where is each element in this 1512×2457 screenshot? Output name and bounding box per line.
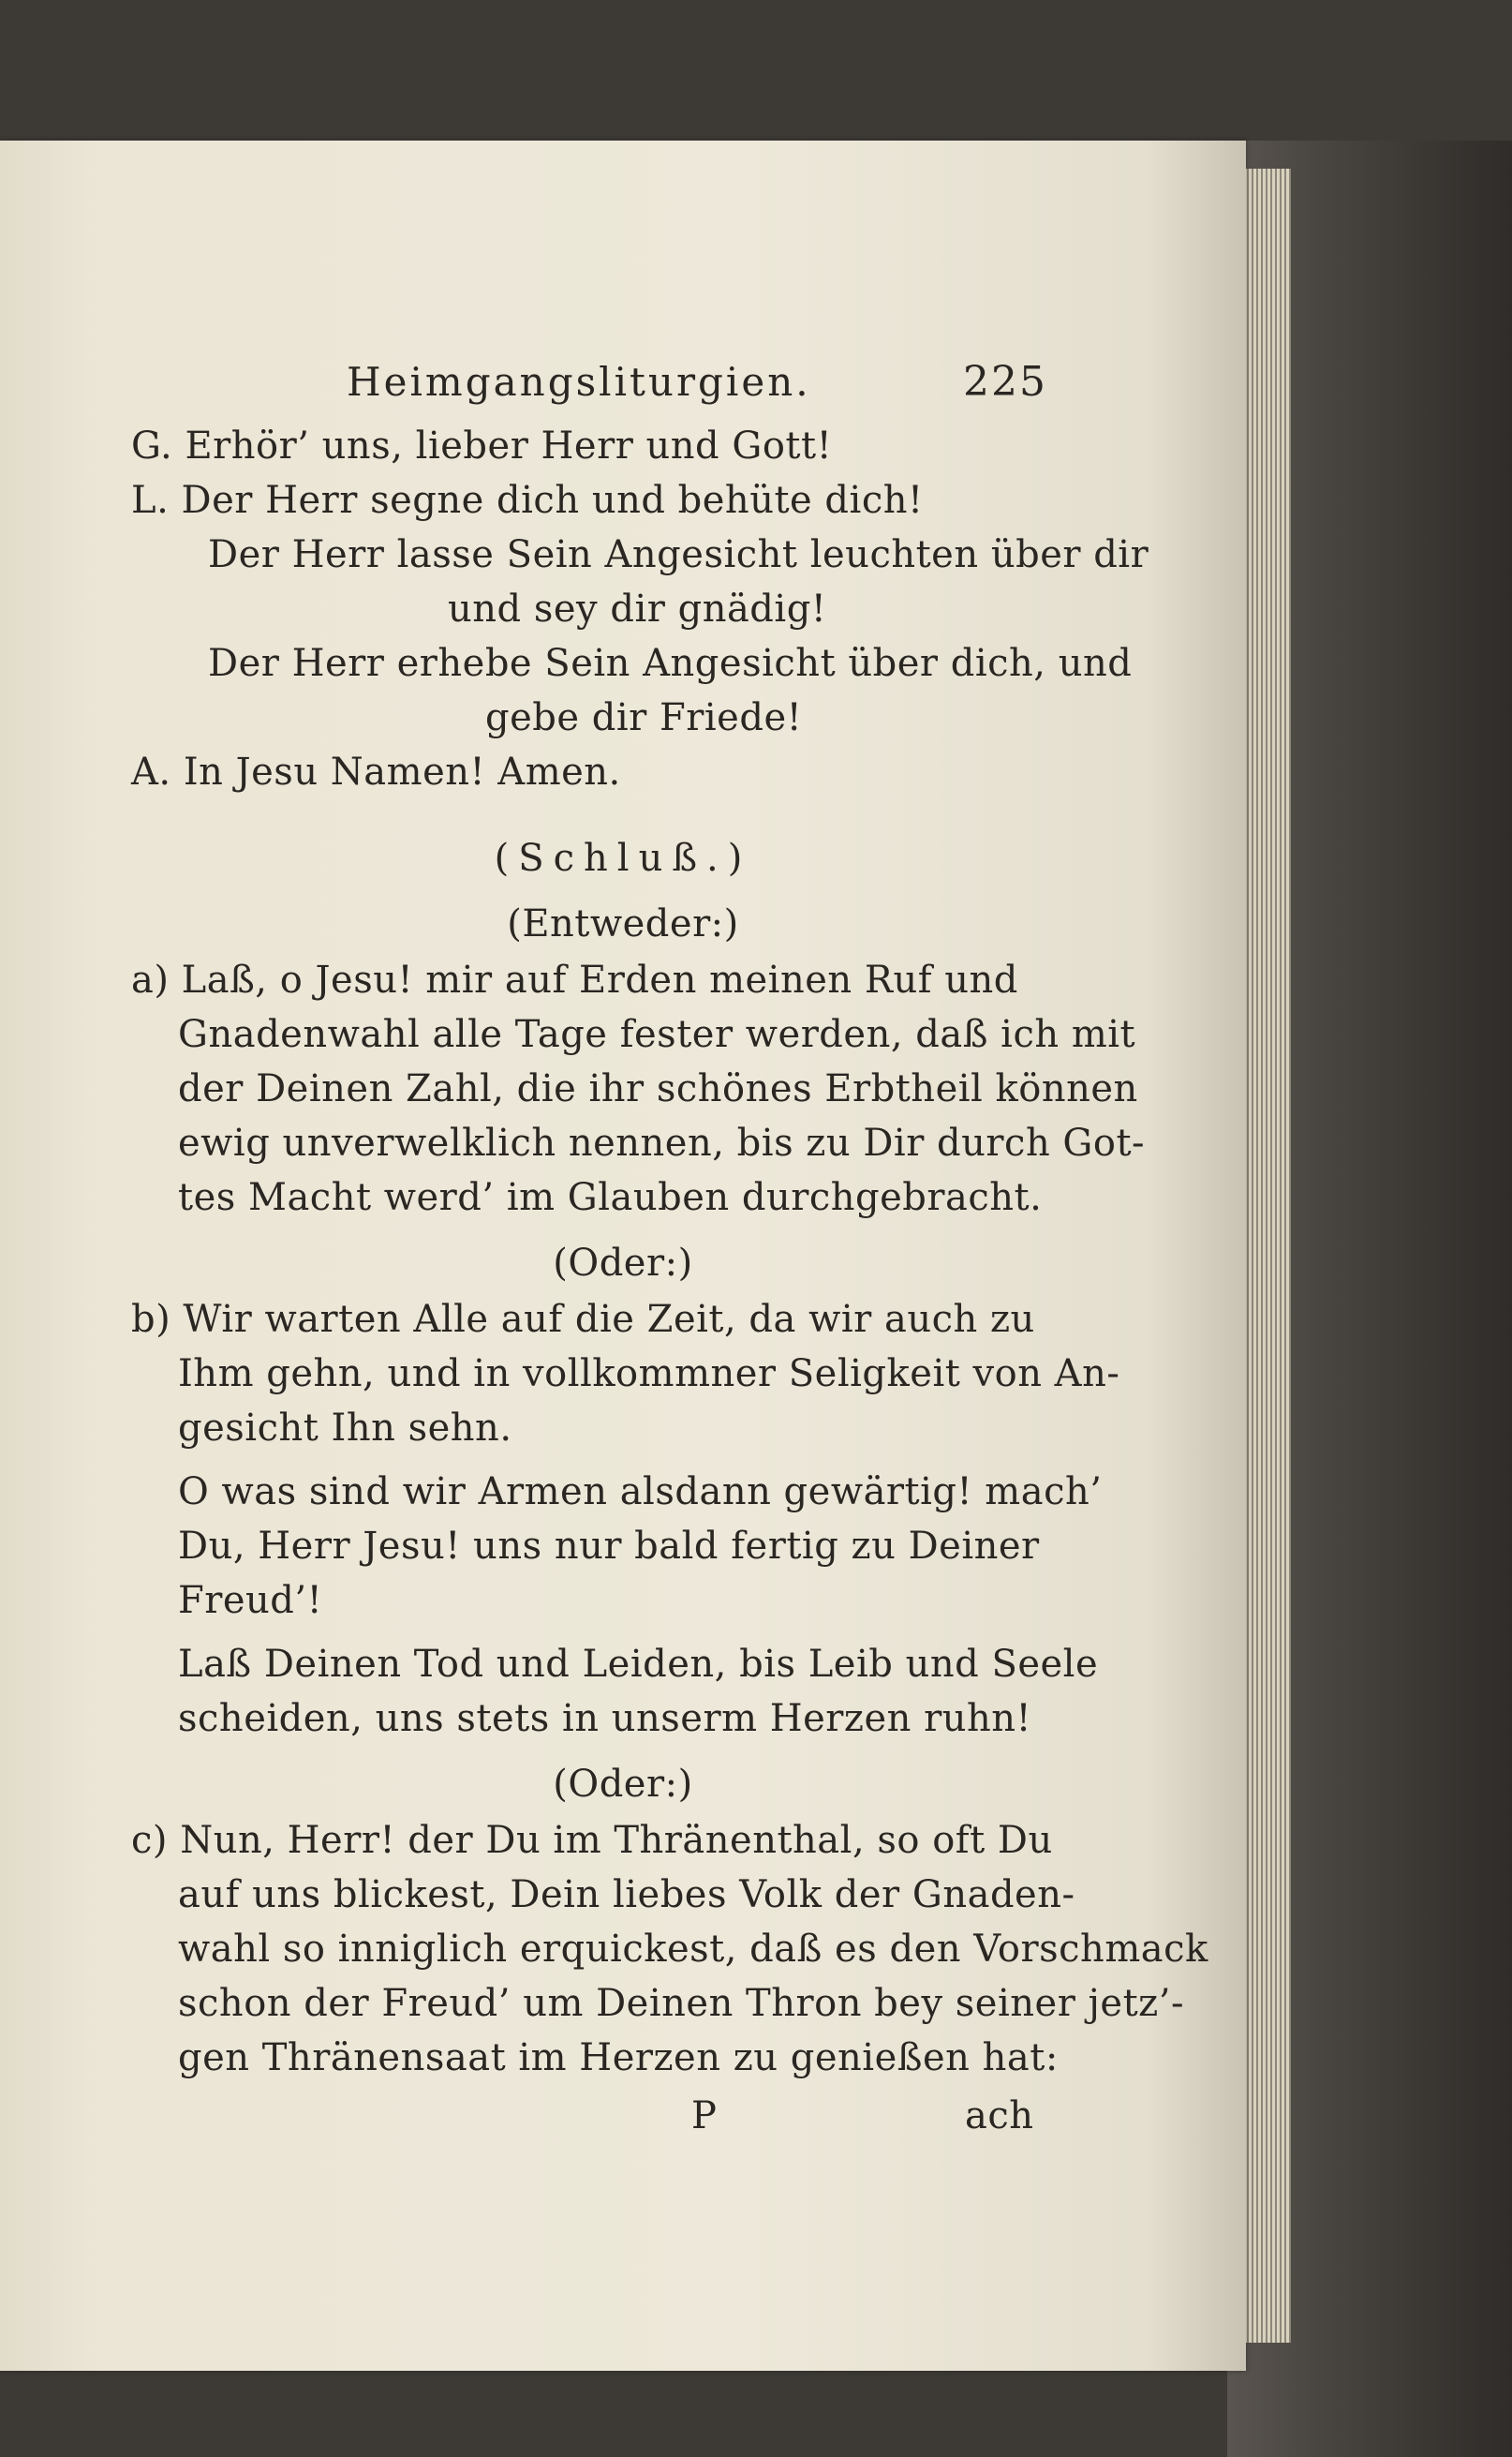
- text-line: b) Wir warten Alle auf die Zeit, da wir auch zu: [131, 1298, 1035, 1341]
- text-line: Laß Deinen Tod und Leiden, bis Leib und Seele: [178, 1643, 1099, 1686]
- text-line: Gnadenwahl alle Tage fester werden, daß ich mit: [178, 1013, 1136, 1056]
- text-line: G. Erhör’ uns, lieber Herr und Gott!: [131, 424, 833, 468]
- text-line: Der Herr lasse Sein Angesicht leuchten über dir: [208, 533, 1149, 576]
- alternative-label: (Entweder:): [507, 902, 739, 946]
- text-line: L. Der Herr segne dich und behüte dich!: [131, 479, 924, 522]
- text-line: Der Herr erhebe Sein Angesicht über dich, und: [208, 642, 1133, 685]
- text-line: auf uns blickest, Dein liebes Volk der Gnaden-: [178, 1873, 1075, 1916]
- signature-mark: P: [691, 2094, 718, 2137]
- text-line: c) Nun, Herr! der Du im Thränenthal, so oft Du: [131, 1819, 1053, 1862]
- text-line: Du, Herr Jesu! uns nur bald fertig zu Deiner: [178, 1525, 1040, 1568]
- text-line: a) Laß, o Jesu! mir auf Erden meinen Ruf und: [131, 959, 1018, 1002]
- text-line: gen Thränensaat im Herzen zu genießen hat:: [178, 2036, 1059, 2079]
- text-line: ewig unverwelklich nennen, bis zu Dir durch Got-: [178, 1122, 1146, 1165]
- text-line: A. In Jesu Namen! Amen.: [131, 751, 621, 794]
- alternative-label: (Oder:): [553, 1242, 693, 1285]
- text-line: wahl so inniglich erquickest, daß es den Vorschmack: [178, 1928, 1208, 1971]
- section-heading: (Schluß.): [494, 837, 752, 880]
- text-line: der Deinen Zahl, die ihr schönes Erbtheil können: [178, 1067, 1138, 1110]
- catchword: ach: [965, 2094, 1034, 2137]
- running-head: Heimgangsliturgien.: [347, 359, 811, 405]
- text-line: scheiden, uns stets in unserm Herzen ruhn!: [178, 1697, 1032, 1740]
- text-line: schon der Freud’ um Deinen Thron bey seiner jetz’-: [178, 1982, 1184, 2025]
- text-line: und sey dir gnädig!: [448, 588, 827, 631]
- page-text-block: [0, 141, 1246, 2371]
- page-number: 225: [963, 358, 1047, 406]
- text-line: O was sind wir Armen alsdann gewärtig! mach’: [178, 1470, 1103, 1513]
- text-line: gesicht Ihn sehn.: [178, 1407, 512, 1450]
- text-line: gebe dir Friede!: [485, 696, 803, 739]
- text-line: Ihm gehn, und in vollkommner Seligkeit von An-: [178, 1352, 1120, 1395]
- text-line: Freud’!: [178, 1579, 323, 1622]
- book-page: [0, 141, 1246, 2371]
- text-line: tes Macht werd’ im Glauben durchgebracht.: [178, 1176, 1043, 1219]
- alternative-label: (Oder:): [553, 1763, 693, 1806]
